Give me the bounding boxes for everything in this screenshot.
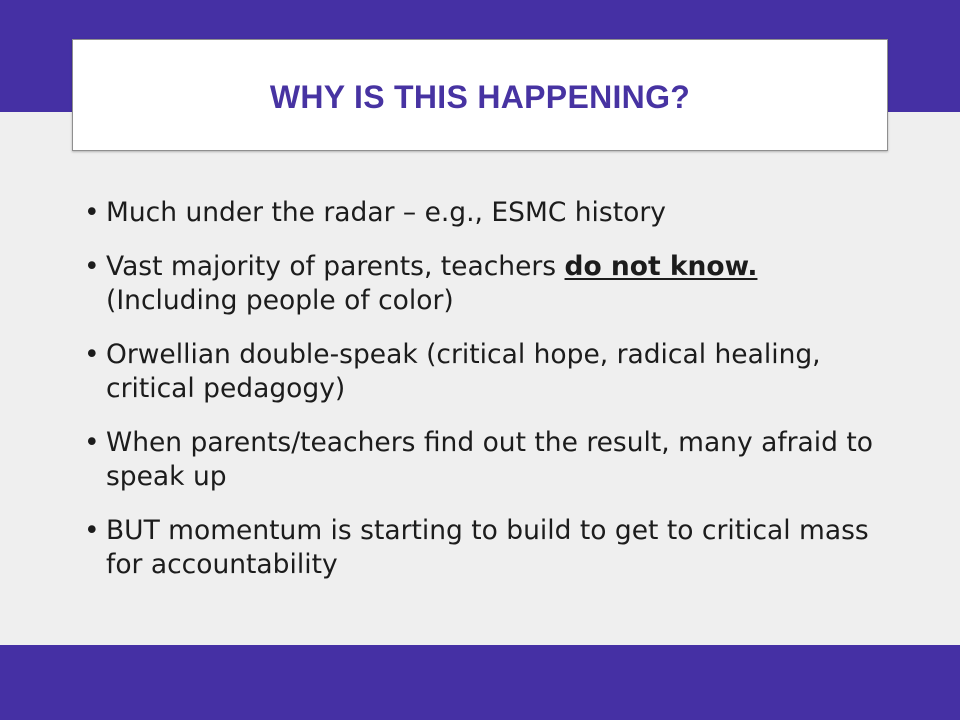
bullet-text: When parents/teachers find out the result, many afraid to speak up [106, 427, 873, 492]
bullet-item-2 [84, 250, 884, 318]
title-box [72, 39, 888, 151]
bullet-icon: • [84, 515, 100, 546]
bullet-icon: • [84, 427, 100, 458]
bullet-icon: • [84, 251, 100, 282]
bullet-icon: • [84, 339, 100, 370]
bullet-item-3 [84, 338, 884, 406]
bullet-text: BUT momentum is starting to build to get to critical mass for accountability [106, 515, 869, 580]
bullet-list [84, 196, 884, 602]
bullet-item-1 [84, 196, 884, 230]
bottom-color-band [0, 645, 960, 720]
bullet-text: Much under the radar – e.g., ESMC history [106, 197, 666, 228]
bullet-item-4 [84, 426, 884, 494]
bullet-item-5 [84, 514, 884, 582]
emphasized-text: do not know. [564, 251, 758, 282]
bullet-icon: • [84, 197, 100, 228]
bullet-text: Vast majority of parents, teachers [106, 251, 565, 282]
slide-title: WHY IS THIS HAPPENING? [269, 78, 691, 115]
bullet-continuation-text: (Including people of color) [106, 285, 454, 316]
bullet-text: Orwellian double-speak (critical hope, radical healing, critical pedagogy) [106, 339, 821, 404]
